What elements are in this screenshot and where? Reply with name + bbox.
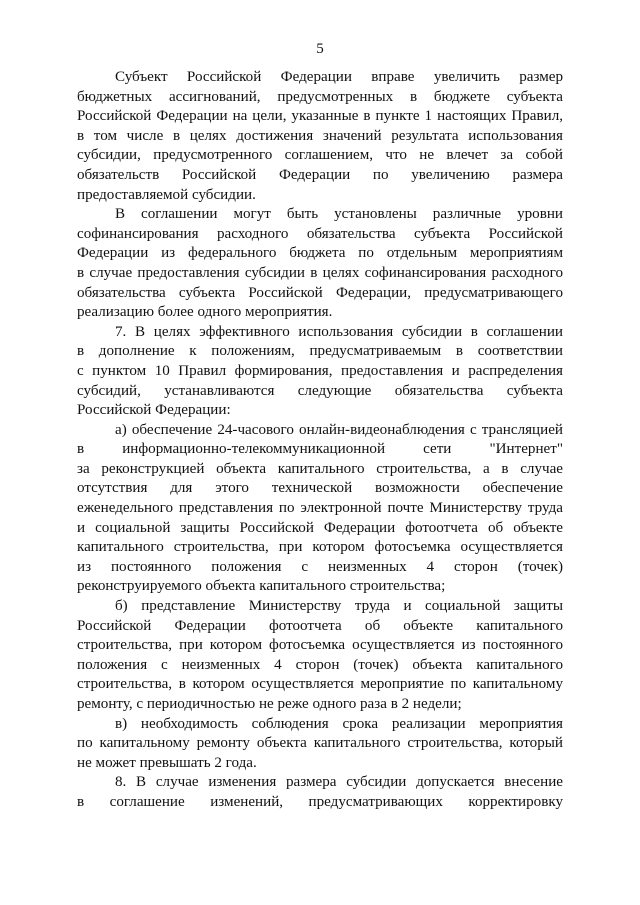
text-line: субсидии, предусмотренного соглашением, что не влечет за собой (77, 147, 563, 164)
paragraph (77, 715, 563, 774)
text-line: софинансирования расходного обязательства субъекта Российской (77, 225, 563, 242)
text-line: за реконструкцией объекта капитального строительства, а в случае (77, 460, 563, 477)
text-line: строительства, в котором осуществляется мероприятие по капитальному (77, 676, 563, 693)
paragraph (77, 773, 563, 812)
text-line: ремонту, с периодичностью не реже одного раза в 2 недели; (77, 696, 462, 712)
text-line: в случае предоставления субсидии в целях софинансирования расходного (77, 264, 563, 281)
paragraph (77, 597, 563, 715)
text-line: 7. В целях эффективного использования субсидии в соглашении (115, 323, 563, 340)
paragraph (77, 205, 563, 323)
text-line: предоставляемой субсидии. (77, 186, 256, 203)
text-line: субсидий, устанавливаются следующие обязательства субъекта (77, 382, 563, 399)
text-line: еженедельного представления по электронной почте Министерству труда (77, 500, 563, 517)
text-line: отсутствия для этого технической возможности обеспечение (77, 480, 563, 497)
text-line: б) представление Министерству труда и социальной защиты (115, 598, 563, 615)
text-line: в соглашение изменений, предусматривающих корректировку (77, 793, 563, 810)
text-line: строительства, при котором фотосъемка осуществляется из постоянного (77, 637, 563, 654)
text-line: а) обеспечение 24-часового онлайн-видеонаблюдения с трансляцией (115, 421, 563, 438)
text-line: реализацию более одного мероприятия. (77, 304, 333, 321)
text-line: В соглашении могут быть установлены различные уровни (115, 206, 563, 223)
text-line: Российской Федерации фотоотчета об объекте капитального (77, 617, 563, 634)
text-line: в дополнение к положениям, предусматриваемым в соответствии (77, 343, 563, 360)
page-number: 5 (316, 41, 324, 57)
text-line: из постоянного положения с неизменных 4 сторон (точек) (77, 558, 563, 575)
text-line: не может превышать 2 года. (77, 754, 257, 771)
text-line: Федерации из федерального бюджета по отдельным мероприятиям (77, 245, 563, 262)
text-line: реконструируемого объекта капитального строительства; (77, 578, 446, 595)
text-line: обязательства субъекта Российской Федерации, предусматривающего (77, 284, 563, 301)
paragraph (77, 421, 563, 597)
text-line: в) необходимость соблюдения срока реализации мероприятия (115, 715, 563, 732)
text-line: обязательств Российской Федерации по увеличению размера (77, 166, 563, 183)
text-line: капитального строительства, при котором фотосъемка осуществляется (77, 539, 563, 556)
text-line: в информационно-телекоммуникационной сети "Интернет" (77, 441, 563, 458)
text-line: в том числе в целях достижения значений результата использования (77, 127, 563, 144)
paragraph (77, 68, 563, 205)
paragraph (77, 323, 563, 421)
document-body (77, 68, 563, 813)
text-line: Субъект Российской Федерации вправе увеличить размер (115, 69, 563, 85)
text-line: Российской Федерации на цели, указанные в пункте 1 настоящих Правил, (77, 108, 563, 125)
text-line: Российской Федерации: (77, 402, 231, 419)
text-line: и социальной защиты Российской Федерации фотоотчета об объекте (77, 519, 563, 536)
text-line: бюджетных ассигнований, предусмотренных в бюджете субъекта (77, 88, 563, 105)
text-line: положения с неизменных 4 сторон (точек) объекта капитального (77, 656, 563, 673)
text-line: 8. В случае изменения размера субсидии допускается внесение (115, 774, 563, 791)
text-line: по капитальному ремонту объекта капитального строительства, который (77, 735, 563, 752)
text-line: с пунктом 10 Правил формирования, предоставления и распределения (77, 362, 563, 379)
